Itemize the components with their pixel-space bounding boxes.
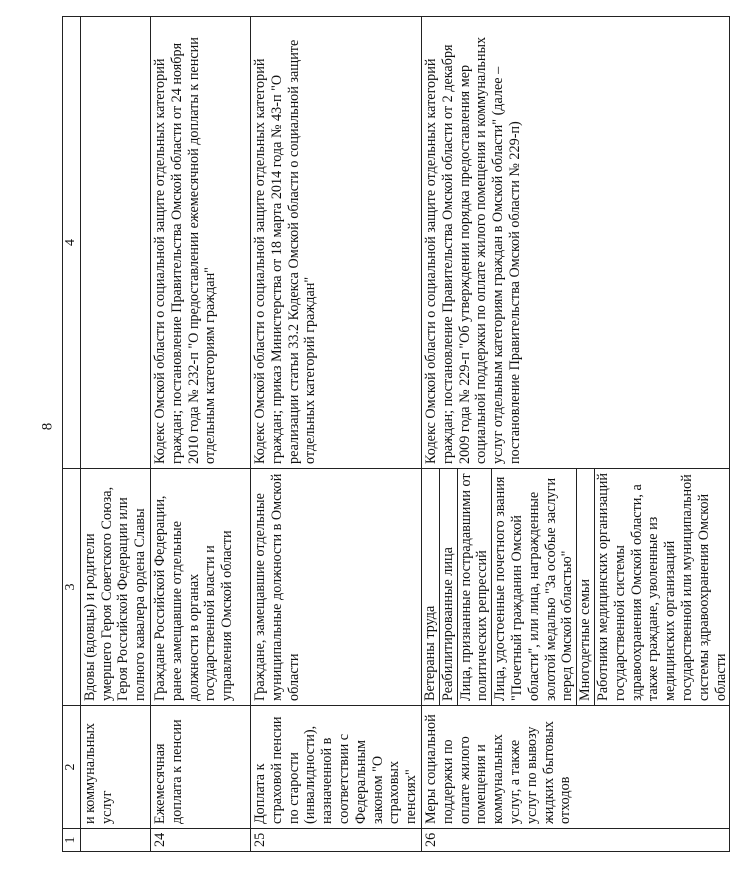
category-item: Ветераны труда [422, 469, 440, 705]
service-cell: Меры социальной поддержки по оплате жилого помещения и коммунальных услуг, а также услуг по вывозу жидких бытовых отходов [421, 706, 729, 829]
category-cell: Граждане, замещавшие отдельные муниципальные должности в Омской области [250, 469, 421, 706]
row-number-cell [80, 829, 150, 852]
service-cell: Ежемесячная доплата к пенсии [150, 706, 250, 829]
header-col-1: 1 [63, 829, 81, 852]
table-row-continuation [80, 17, 150, 852]
table-header-row [63, 17, 81, 852]
category-list-cell [421, 469, 729, 706]
basis-cell: Кодекс Омской области о социальной защите отдельных категорий граждан; приказ Министерства от 18 марта 2014 года № 43-п "О реализации статьи 33.2 Кодекса Омской области о социальной защите отдельных категорий граждан" [250, 17, 421, 469]
category-item: Лица, признанные пострадавшими от политических репрессий [458, 469, 493, 705]
category-item: Многодетные семьи [577, 469, 595, 705]
row-number-cell: 25 [250, 829, 421, 852]
benefits-table [62, 16, 730, 852]
table-row-25 [250, 17, 421, 852]
service-cell: и коммунальных услуг [80, 706, 150, 829]
category-item: Работники медицинских организаций государственной системы здравоохранения Омской области, а также граждане, уволенные из медицинских организаций государственной или муниципальной системы здравоохранения Омской области [594, 473, 729, 701]
category-item: Реабилитированные лица [440, 469, 458, 705]
benefits-table-rotated [62, 16, 729, 852]
category-cell: Граждане Российской Федерации, ранее замещавшие отдельные должности в органах государственной власти и управления Омской области [150, 469, 250, 706]
table-row-26 [421, 17, 729, 852]
basis-cell [80, 17, 150, 469]
header-col-4: 4 [63, 17, 81, 469]
header-col-2: 2 [63, 706, 81, 829]
page-number: 8 [39, 422, 56, 431]
row-number-cell: 26 [421, 829, 729, 852]
basis-cell: Кодекс Омской области о социальной защите отдельных категорий граждан; постановление Правительства Омской области от 2 декабря 2009 года № 229-п "Об утверждении порядка предоставления мер социальной поддержки по оплате жилого помещения и коммунальных услуг отдельным категориям граждан в Омской области" (далее – постановление Правительства Омской области № 229-п) [421, 17, 729, 469]
basis-cell: Кодекс Омской области о социальной защите отдельных категорий граждан; постановление Правительства Омской области от 24 ноября 2010 года № 232-п "О предоставлении ежемесячной доплаты к пенсии отдельным категориям граждан" [150, 17, 250, 469]
category-item: Лица, удостоенные почетного звания "Почетный гражданин Омской области", или лица, награжденные золотой медалью "За особые заслуги перед Омской областью" [492, 469, 577, 705]
row-number-cell: 24 [150, 829, 250, 852]
service-cell: Доплата к страховой пенсии по старости (инвалидности), назначенной в соответствии с Федеральным законом "О страховых пенсиях" [250, 706, 421, 829]
category-cell: Вдовы (вдовцы) и родители умершего Героя Советского Союза, Героя Российской Федерации или полного кавалера ордена Славы [80, 469, 150, 706]
table-row-24 [150, 17, 250, 852]
header-col-3: 3 [63, 469, 81, 706]
